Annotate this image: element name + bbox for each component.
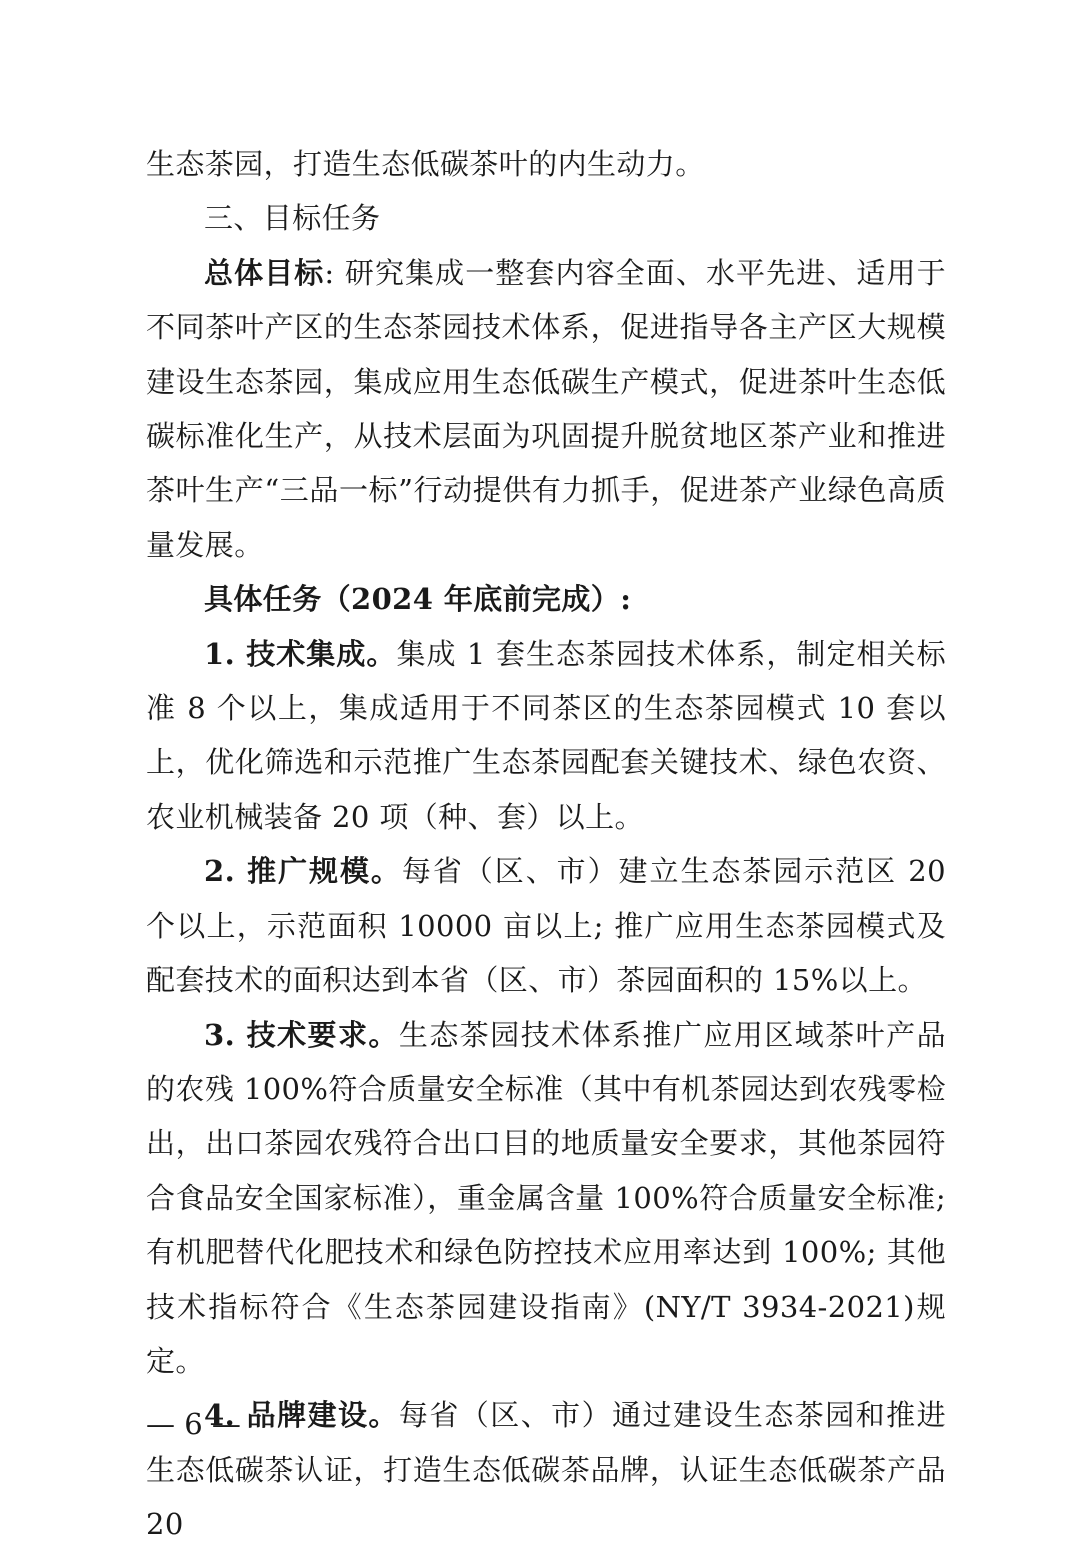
task-item-3-label: 3. 技术要求。 [204, 1017, 399, 1052]
task-item-4 [146, 1388, 946, 1551]
task-item-1-label: 1. 技术集成。 [204, 636, 397, 671]
specific-tasks-heading: 具体任务（2024 年底前完成）: [204, 582, 632, 617]
page-number: — 6 — [146, 1407, 241, 1441]
task-item-2-text: 每省（区、市）建立生态茶园示范区 20 个以上，示范面积 10000 亩以上; 推广应用生态茶园模式及配套技术的面积达到本省（区、市）茶园面积的 15%以上。 [146, 854, 946, 998]
task-item-1-text: 集成 1 套生态茶园技术体系，制定相关标准 8 个以上，集成适用于不同茶区的生态茶园模式 10 套以上，优化筛选和示范推广生态茶园配套关键技术、绿色农资、农业机械装备 20 项（种、套）以上。 [146, 636, 947, 834]
task-item-4-label: 4. 品牌建设。 [204, 1398, 399, 1433]
section-title: 三、目标任务 [204, 201, 381, 236]
task-item-3-text: 生态茶园技术体系推广应用区域茶叶产品的农残 100%符合质量安全标准（其中有机茶园达到农残零检出，出口茶园农残符合出口目的地质量安全要求，其他茶园符合食品安全国家标准），重金属含量 100%符合质量安全标准; 有机肥替代化肥技术和绿色防控技术应用率达到 100%; 其他技术指标符合《生态茶园建设指南》(NY/T 3934-2021)规定。 [146, 1017, 946, 1378]
document-body [146, 137, 946, 1552]
overall-goal-text: : 研究集成一整套内容全面、水平先进、适用于不同茶叶产区的生态茶园技术体系，促进指导各主产区大规模建设生态茶园，集成应用生态低碳生产模式，促进茶叶生态低碳标准化生产，从技术层面为巩固提升脱贫地区茶产业和推进茶叶生产“三品一标”行动提供有力抓手，促进茶产业绿色高质量发展。 [146, 255, 946, 562]
task-item-3 [146, 1008, 946, 1389]
overall-goal-paragraph [146, 246, 946, 572]
task-item-2 [146, 844, 946, 1007]
task-item-2-label: 2. 推广规模。 [204, 854, 402, 889]
task-item-4-text: 每省（区、市）通过建设生态茶园和推进生态低碳茶认证，打造生态低碳茶品牌，认证生态低碳茶产品 20 [146, 1398, 946, 1542]
overall-goal-label: 总体目标 [204, 255, 325, 290]
task-item-1 [146, 627, 946, 845]
paragraph-continuation: 生态茶园，打造生态低碳茶叶的内生动力。 [146, 147, 705, 181]
